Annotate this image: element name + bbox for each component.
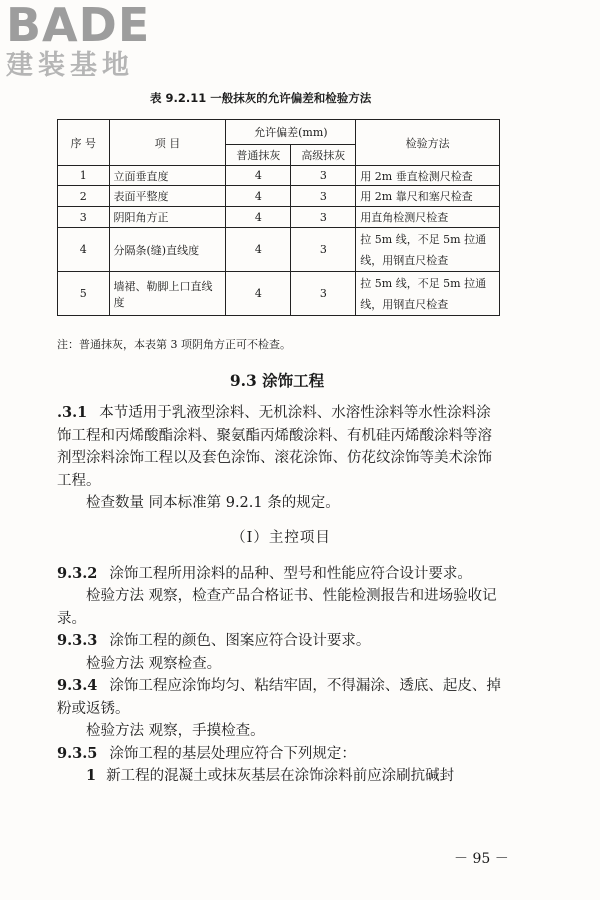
section-title: 9.3 涂饰工程	[229, 371, 325, 390]
table-row	[58, 228, 500, 272]
clause-9-3-3	[57, 630, 505, 653]
header-normal: 普通抹灰	[226, 145, 291, 166]
row-no: 2	[58, 186, 110, 207]
clause-text: 本节适用于乳液型涂料、无机涂料、水溶性涂料等水性涂料涂饰工程和丙烯酸酯涂料、聚氨酯丙烯酸涂料、有机硅丙烯酸涂料等溶剂型涂料涂饰工程以及套色涂饰、滚花涂饰、仿花纹涂饰等美术涂饰工程。	[57, 405, 492, 489]
row-advanced: 3	[291, 186, 356, 207]
page-number: － 95 －	[454, 851, 509, 867]
clause-number: 9.3.5	[57, 744, 98, 762]
clause-9-3-1	[57, 402, 505, 492]
row-advanced: 3	[291, 207, 356, 228]
row-item: 阴阳角方正	[109, 207, 226, 228]
clause-number: .3.1	[57, 404, 88, 421]
row-no: 3	[58, 207, 110, 228]
inspection-method: 检验方法 观察，手摸检查。	[86, 723, 265, 739]
row-normal: 4	[226, 166, 291, 186]
header-method: 检验方法	[356, 120, 500, 166]
row-method: 用 2m 垂直检测尺检查	[356, 166, 500, 186]
row-method: 拉 5m 线，不足 5m 拉通线，用钢直尺检查	[356, 272, 500, 316]
header-tolerance: 允许偏差(mm)	[226, 120, 356, 145]
row-item: 表面平整度	[109, 186, 226, 207]
row-item: 分隔条(缝)直线度	[109, 228, 226, 272]
tolerance-table	[57, 119, 500, 316]
row-advanced: 3	[291, 228, 356, 272]
row-advanced: 3	[291, 166, 356, 186]
item-number: 1	[86, 767, 97, 784]
clause-9-3-5	[57, 743, 505, 766]
header-advanced: 高级抹灰	[291, 145, 356, 166]
row-item: 立面垂直度	[109, 166, 226, 186]
row-item: 墙裙、勒脚上口直线度	[109, 272, 226, 316]
table-caption: 表 9.2.11 一般抹灰的允许偏差和检验方法	[150, 91, 372, 105]
clause-text: 涂饰工程的颜色、图案应符合设计要求。	[109, 633, 371, 649]
table-note: 注：普通抹灰，本表第 3 项阴角方正可不检查。	[57, 338, 291, 351]
row-no: 1	[58, 166, 110, 186]
inspection-method: 检验方法 观察检查。	[86, 655, 222, 672]
logo-subtitle: 建装基地	[6, 50, 134, 81]
row-no: 4	[58, 228, 110, 272]
row-advanced: 3	[291, 272, 356, 316]
table-row	[58, 207, 500, 228]
header-item: 项 目	[109, 120, 226, 166]
table-row	[58, 272, 500, 316]
row-no: 5	[58, 272, 110, 316]
row-method: 用 2m 靠尺和塞尺检查	[356, 186, 500, 207]
clause-number: 9.3.3	[57, 632, 98, 649]
subsection-title: （Ⅰ）主控项目	[231, 529, 331, 546]
clause-text: 涂饰工程的基层处理应符合下列规定：	[109, 745, 356, 762]
clause-9-3-2	[57, 563, 505, 586]
row-normal: 4	[226, 272, 291, 316]
row-normal: 4	[226, 207, 291, 228]
list-item	[86, 765, 505, 788]
row-normal: 4	[226, 228, 291, 272]
header-no: 序 号	[58, 120, 110, 166]
clause-9-3-4	[57, 675, 505, 720]
row-method: 拉 5m 线，不足 5m 拉通线，用钢直尺检查	[356, 228, 500, 272]
table-row	[58, 186, 500, 207]
clause-number: 9.3.4	[57, 677, 98, 694]
row-normal: 4	[226, 186, 291, 207]
clause-text: 涂饰工程应涂饰均匀、粘结牢固，不得漏涂、透底、起皮、掉粉或返锈。	[57, 678, 501, 717]
inspection-quantity: 检查数量 同本标准第 9.2.1 条的规定。	[86, 495, 340, 511]
clause-number: 9.3.2	[57, 564, 98, 582]
table-row	[58, 166, 500, 186]
clause-text: 涂饰工程所用涂料的品种、型号和性能应符合设计要求。	[109, 565, 472, 582]
watermark-logo	[6, 2, 150, 82]
logo-mark: BADE	[6, 0, 151, 52]
body-text	[57, 366, 505, 788]
item-text: 新工程的混凝土或抹灰基层在涂饰涂料前应涂刷抗碱封	[106, 768, 455, 784]
row-method: 用直角检测尺检查	[356, 207, 500, 228]
inspection-method: 检验方法 观察，检查产品合格证书、性能检测报告和进场验收记录。	[57, 588, 497, 627]
